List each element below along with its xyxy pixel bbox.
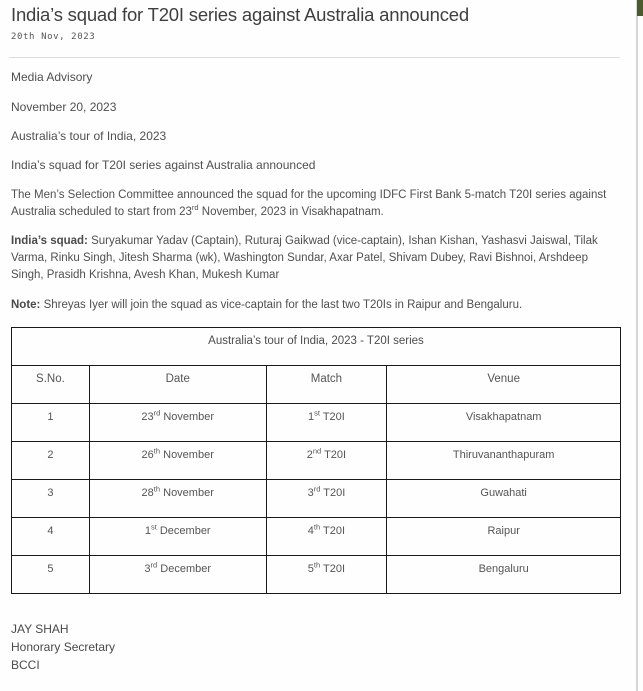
note-paragraph bbox=[11, 297, 616, 314]
date-day: 28 bbox=[141, 487, 154, 499]
header-sno: S.No. bbox=[12, 366, 90, 404]
signature-block bbox=[11, 620, 115, 674]
headline: India’s squad for T20I series against Australia announced bbox=[11, 158, 316, 172]
match-name: T20I bbox=[321, 449, 347, 461]
cell-sno: 2 bbox=[12, 442, 90, 480]
scrollbar-track[interactable] bbox=[636, 0, 638, 691]
cell-match bbox=[266, 404, 387, 442]
date-month: December bbox=[156, 525, 211, 537]
cell-date bbox=[89, 556, 266, 594]
note-label: Note: bbox=[11, 299, 41, 311]
cell-venue: Bengaluru bbox=[387, 556, 621, 594]
dateline: November 20, 2023 bbox=[11, 100, 117, 114]
match-num: 3 bbox=[307, 487, 314, 499]
date-suffix: rd bbox=[153, 408, 161, 418]
tour-heading: Australia’s tour of India, 2023 bbox=[11, 129, 167, 143]
cell-venue: Raipur bbox=[387, 518, 621, 556]
match-suffix: th bbox=[313, 522, 321, 532]
date-suffix: rd bbox=[150, 560, 158, 570]
cell-sno: 5 bbox=[12, 556, 90, 594]
date-day: 1 bbox=[144, 525, 151, 537]
cell-sno: 4 bbox=[12, 518, 90, 556]
intro-text-2: November, 2023 in Visakhapatnam. bbox=[198, 206, 384, 218]
header-venue: Venue bbox=[387, 366, 621, 404]
table-row bbox=[12, 404, 621, 442]
publish-date: 20th Nov, 2023 bbox=[11, 32, 96, 42]
scrollbar-thumb[interactable] bbox=[637, 0, 643, 16]
table-row bbox=[12, 518, 621, 556]
cell-venue: Visakhapatnam bbox=[387, 404, 621, 442]
page-title: India’s squad for T20I series against Australia announced bbox=[11, 4, 469, 25]
date-day: 26 bbox=[141, 449, 154, 461]
note-text: Shreyas Iyer will join the squad as vice-captain for the last two T20Is in Raipur and Bengaluru. bbox=[40, 299, 523, 311]
match-num: 1 bbox=[308, 411, 315, 423]
cell-date bbox=[89, 404, 266, 442]
table-caption-row bbox=[12, 328, 621, 366]
match-suffix: th bbox=[313, 560, 321, 570]
table-caption: Australia’s tour of India, 2023 - T20I series bbox=[12, 328, 621, 366]
cell-date bbox=[89, 518, 266, 556]
cell-match bbox=[266, 518, 387, 556]
cell-match bbox=[266, 556, 387, 594]
header-date: Date bbox=[89, 366, 266, 404]
match-num: 4 bbox=[307, 525, 314, 537]
date-month: November bbox=[160, 487, 214, 499]
date-suffix: th bbox=[153, 484, 161, 494]
cell-date bbox=[89, 442, 266, 480]
squad-paragraph bbox=[11, 233, 616, 284]
cell-match bbox=[266, 480, 387, 518]
header-match: Match bbox=[266, 366, 387, 404]
media-advisory-label: Media Advisory bbox=[11, 70, 93, 84]
cell-date bbox=[89, 480, 266, 518]
squad-label: India’s squad: bbox=[11, 235, 88, 247]
squad-list: Suryakumar Yadav (Captain), Ruturaj Gaikwad (vice-captain), Ishan Kishan, Yashasvi Jaiswal, Tilak Varma, Rinku Singh, Jitesh Sharma (wk), Washington Sundar, Axar Patel, Shivam Dubey, Ravi Bishnoi, Arshdeep Singh, Prasidh Krishna, Avesh Khan, Mukesh Kumar bbox=[11, 235, 598, 281]
signatory-role: Honorary Secretary bbox=[11, 640, 116, 654]
cell-sno: 1 bbox=[12, 404, 90, 442]
intro-text-1: The Men’s Selection Committee announced the squad for the upcoming IDFC First Bank 5-match T20I series against Australia scheduled to start from 23 bbox=[11, 189, 607, 218]
signatory-name: JAY SHAH bbox=[11, 622, 69, 636]
schedule-table bbox=[11, 327, 621, 594]
match-num: 2 bbox=[306, 449, 313, 461]
match-suffix: st bbox=[314, 408, 320, 418]
date-month: December bbox=[157, 563, 211, 575]
table-row bbox=[12, 556, 621, 594]
match-suffix: rd bbox=[313, 484, 321, 494]
cell-venue: Guwahati bbox=[387, 480, 621, 518]
match-num: 5 bbox=[307, 563, 314, 575]
match-name: T20I bbox=[320, 563, 346, 575]
date-day: 3 bbox=[144, 563, 151, 575]
table-header-row bbox=[12, 366, 621, 404]
table-row bbox=[12, 442, 621, 480]
date-month: November bbox=[160, 411, 215, 423]
cell-venue: Thiruvananthapuram bbox=[387, 442, 621, 480]
signatory-org: BCCI bbox=[11, 658, 40, 672]
match-name: T20I bbox=[319, 411, 345, 423]
cell-sno: 3 bbox=[12, 480, 90, 518]
date-month: November bbox=[160, 449, 214, 461]
date-suffix: st bbox=[150, 522, 157, 532]
match-name: T20I bbox=[320, 487, 346, 499]
date-suffix: th bbox=[153, 446, 161, 456]
intro-sup: rd bbox=[191, 203, 199, 213]
match-suffix: nd bbox=[312, 446, 322, 456]
table-row bbox=[12, 480, 621, 518]
date-day: 23 bbox=[141, 411, 154, 423]
intro-paragraph bbox=[11, 187, 616, 221]
cell-match bbox=[266, 442, 387, 480]
match-name: T20I bbox=[320, 525, 346, 537]
divider bbox=[9, 57, 620, 58]
